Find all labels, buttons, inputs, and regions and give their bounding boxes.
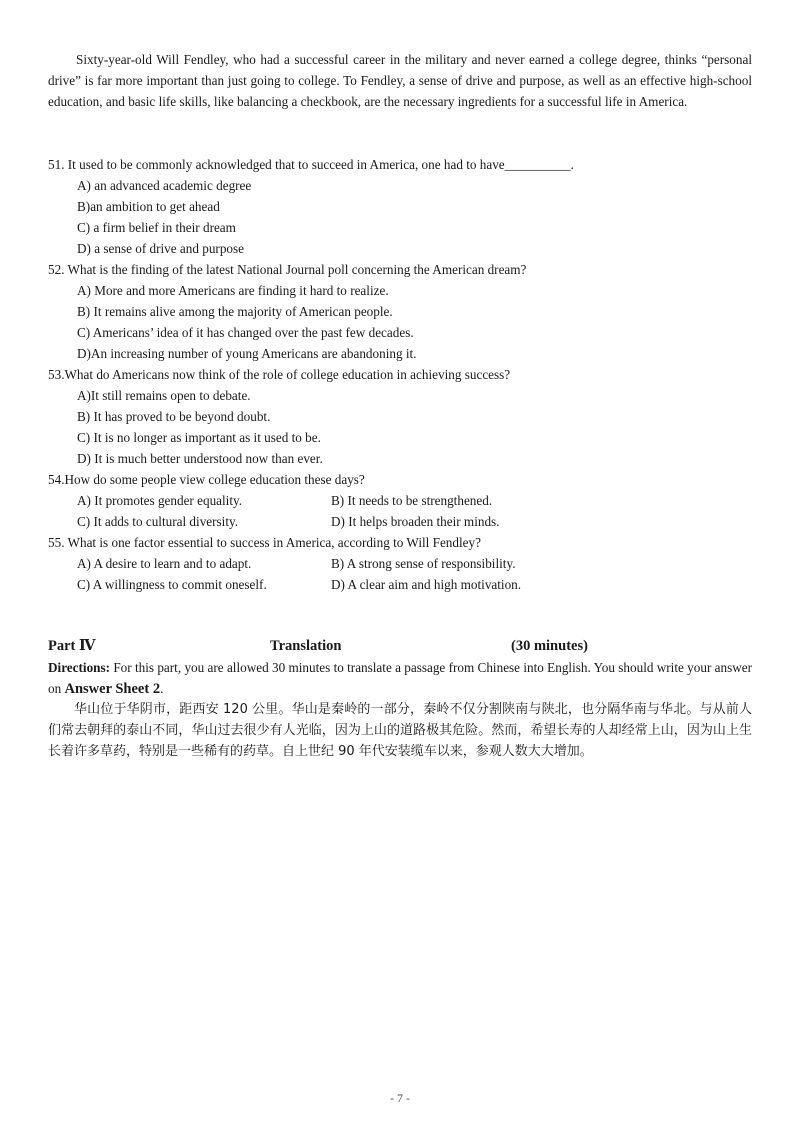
question-55-option-a: A) A desire to learn and to adapt. bbox=[77, 556, 252, 571]
question-53-option-b: B) It has proved to be beyond doubt. bbox=[77, 409, 271, 424]
directions-label: Directions: bbox=[48, 660, 111, 675]
question-51-stem: 51. It used to be commonly acknowledged that to succeed in America, one had to have__________. bbox=[48, 157, 574, 172]
part-title: Translation bbox=[270, 638, 342, 654]
question-54-option-a: A) It promotes gender equality. bbox=[77, 493, 243, 508]
translation-directions bbox=[48, 657, 752, 700]
passage-paragraph: Sixty-year-old Will Fendley, who had a successful career in the military and never earned a college degree, thinks “personal drive” is far more important than just going to college. To Fendley, a sense of drive and purpose, as well as an effective high-school education, and basic life skills, like balancing a checkbook, are the necessary ingredients for a successful life in America. bbox=[48, 52, 752, 109]
question-52-option-a: A) More and more Americans are finding it hard to realize. bbox=[77, 283, 389, 298]
question-53-stem: 53.What do Americans now think of the role of college education in achieving success? bbox=[48, 367, 511, 382]
part-label: Part Ⅳ bbox=[48, 638, 96, 654]
directions-end: . bbox=[160, 681, 164, 696]
question-53-option-d: D) It is much better understood now than ever. bbox=[77, 451, 323, 466]
question-53-option-a: A)It still remains open to debate. bbox=[77, 388, 251, 403]
question-55-option-b: B) A strong sense of responsibility. bbox=[331, 556, 516, 571]
answer-sheet-label: Answer Sheet 2 bbox=[64, 681, 161, 697]
question-54-option-b: B) It needs to be strengthened. bbox=[331, 493, 493, 508]
question-55-stem: 55. What is one factor essential to success in America, according to Will Fendley? bbox=[48, 535, 481, 550]
question-51-option-c: C) a firm belief in their dream bbox=[77, 220, 236, 235]
question-51-option-b: B)an ambition to get ahead bbox=[77, 199, 220, 214]
part-time: (30 minutes) bbox=[511, 638, 588, 654]
chinese-passage: 华山位于华阴市，距西安 120 公里。华山是秦岭的一部分，秦岭不仅分割陕南与陕北，也分隔华南与华北。与从前人们常去朝拜的泰山不同，华山过去很少有人光临，因为上山的道路极其危险。然而，希望长寿的人却经常上山，因为山上生长着许多草药，特别是一些稀有的药草。自上世纪 90 年代安装缆车以来，参观人数大大增加。 bbox=[48, 702, 752, 759]
question-52-stem: 52. What is the finding of the latest National Journal poll concerning the American dream? bbox=[48, 262, 527, 277]
question-51-option-a: A) an advanced academic degree bbox=[77, 178, 252, 193]
question-51-option-d: D) a sense of drive and purpose bbox=[77, 241, 244, 256]
question-54-stem: 54.How do some people view college education these days? bbox=[48, 472, 365, 487]
question-55-option-c: C) A willingness to commit oneself. bbox=[77, 577, 267, 592]
question-52-option-d: D)An increasing number of young Americans are abandoning it. bbox=[77, 346, 417, 361]
question-54-option-c: C) It adds to cultural diversity. bbox=[77, 514, 239, 529]
question-52-option-c: C) Americans’ idea of it has changed over the past few decades. bbox=[77, 325, 414, 340]
question-55-option-d: D) A clear aim and high motivation. bbox=[331, 577, 522, 592]
question-53-option-c: C) It is no longer as important as it used to be. bbox=[77, 430, 321, 445]
directions-text: For this part, you are allowed 30 minutes to translate a passage from Chinese into English. You should write your answer on bbox=[48, 660, 752, 696]
page-number: - 7 - bbox=[390, 1091, 410, 1105]
question-52-option-b: B) It remains alive among the majority of American people. bbox=[77, 304, 393, 319]
question-54-option-d: D) It helps broaden their minds. bbox=[331, 514, 500, 529]
